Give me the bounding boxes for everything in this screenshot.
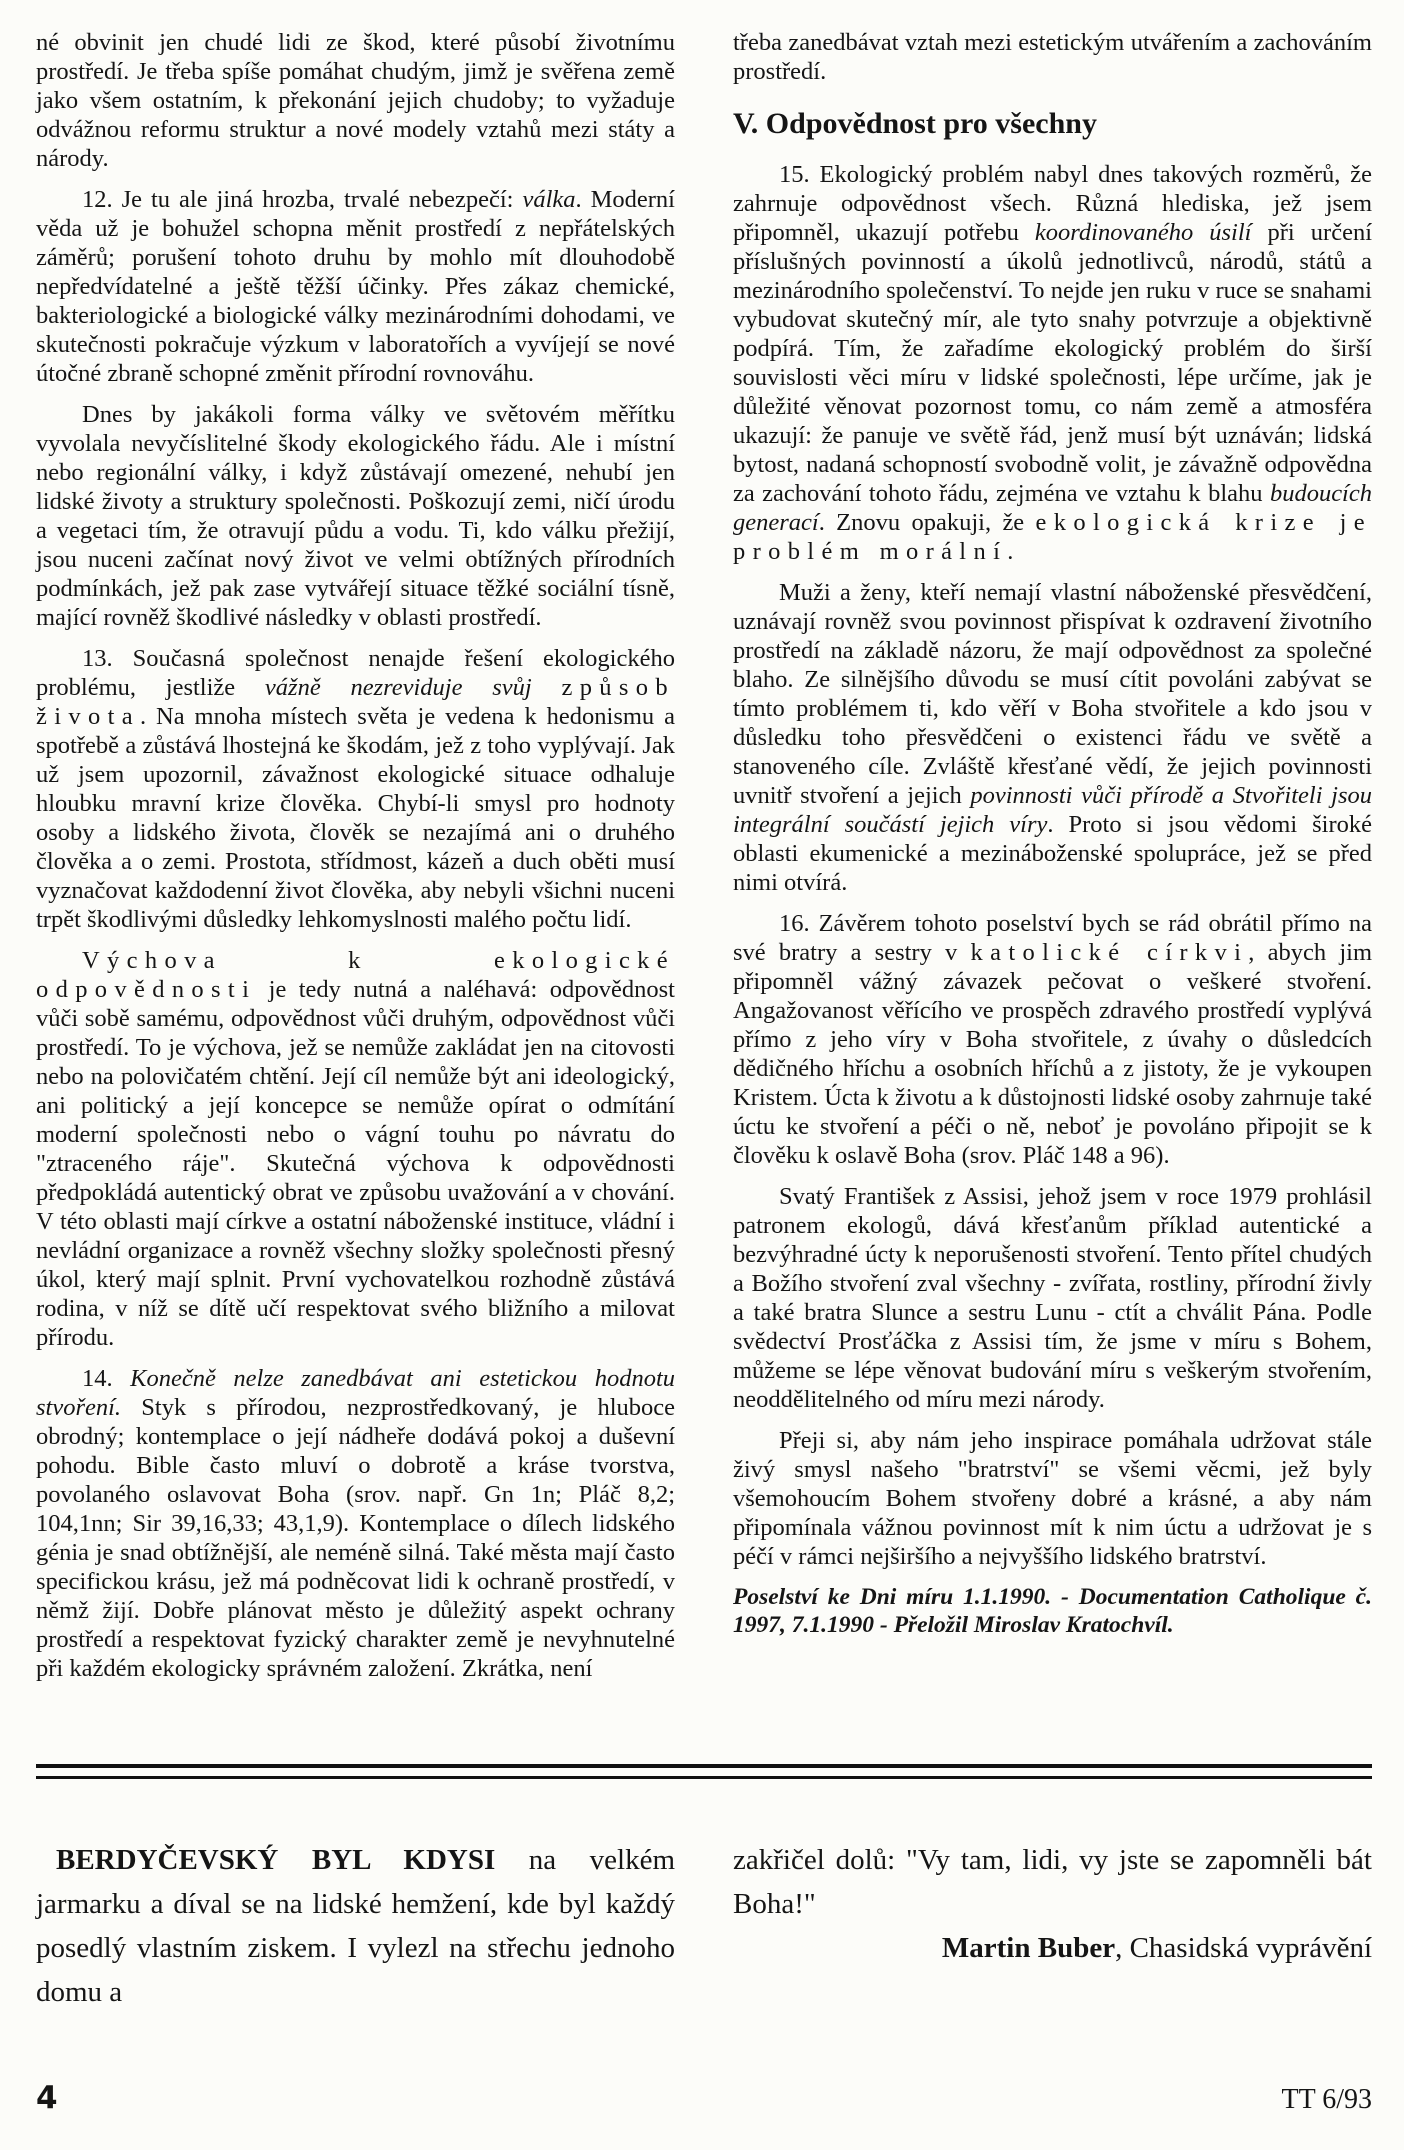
story-text-left: BERDYČEVSKÝ BYL KDYSI na velkém jarmarku a díval se na lidské hemžení, kde byl každý posedlý vlastním ziskem. I vylezl na střechu jednoho domu a bbox=[36, 1844, 675, 2008]
paragraph-16: 16. Závěrem tohoto poselství bych se rád obrátil přímo na své bratry a sestry v katolické církvi, abych jim připomněl vážný závazek pečovat o veškeré stvoření. Angažovanost věřícího ve prospěch zdravého prostředí vyplývá přímo z jeho víry v Boha stvořitele, z úvahy o důsledcích dědičného hříchu a osobních hříchů a z jistoty, že je vykoupen Kristem. Úcta k životu a k důstojnosti lidské osoby zahrnuje také úctu ke stvoření a péči o ně, neboť je povoláno připojit se k člověku k oslavě Boha (srov. Pláč 148 a 96). bbox=[733, 910, 1373, 1169]
issue-label: TT 6/93 bbox=[1281, 2084, 1372, 2115]
source-note: Poselství ke Dni míru 1.1.1990. - Documentation Catholique č. 1997, 7.1.1990 - Přeložil Miroslav Kratochvíl. bbox=[733, 1584, 1372, 1638]
paragraph-12: 12. Je tu ale jiná hrozba, trvalé nebezpečí: válka. Moderní věda už je bohužel schopna měnit prostředí z nepřátelských záměrů; porušení tohoto druhu by mohlo mít dlouhodobě nepředvídatelné a ještě těžší účinky. Přes zákaz chemické, bakteriologické a biologické války mezinárodními dohodami, ve skutečnosti pokračuje výzkum v laboratořích a vyvíjejí se nové útočné zbraně schopné změnit přírodní rovnováhu. bbox=[36, 186, 675, 387]
paragraph-14-continuation: třeba zanedbávat vztah mezi estetickým utvářením a zachováním prostředí. bbox=[733, 29, 1372, 85]
paragraph-svaty-frantisek: Svatý František z Assisi, jehož jsem v roce 1979 prohlásil patronem ekologů, dává křesťanům příklad autentické a bezvýhradné úcty k neporušenosti stvoření. Tento přítel chudých a Božího stvoření zval všechny - zvířata, rostliny, přírodní živly a také bratra Slunce a sestru Lunu - ctít a chválit Pána. Podle svědectví Prosťáčka z Assisi tím, že jsme v míru s Bohem, můžeme se lépe věnovat budování míru s veškerým stvořením, neoddělitelného od míru mezi národy. bbox=[733, 1183, 1372, 1413]
left-column bbox=[36, 28, 675, 1695]
story-right-column bbox=[733, 1838, 1372, 2014]
paragraph-12b: Dnes by jakákoli forma války ve světovém měřítku vyvolala nevyčíslitelné škody ekologického řádu. Ale i místní nebo regionální války, i když zůstávají omezené, nehubí jen lidské životy a struktury společnosti. Poškozují zemi, ničí úrodu a vegetaci tím, že otravují půdu a vodu. Ti, kdo válku přežijí, jsou nuceni začínat nový život ve velmi obtížných přírodních podmínkách, jež pak zase vytvářejí situace těžké sociální tísně, mající rovněž škodlivé následky v oblasti prostředí. bbox=[36, 401, 675, 631]
story-text-right: zakřičel dolů: "Vy tam, lidi, vy jste se zapomněli bát Boha!" bbox=[733, 1844, 1372, 1920]
right-column bbox=[733, 28, 1372, 1695]
double-rule-divider bbox=[36, 1764, 1372, 1779]
page-footer bbox=[36, 2080, 1372, 2116]
article-body bbox=[36, 28, 1372, 1695]
story-attribution: Martin Buber, Chasidská vyprávění bbox=[941, 1932, 1372, 1964]
paragraph-muzi-a-zeny: Muži a ženy, kteří nemají vlastní náboženské přesvědčení, uznávají rovněž svou povinnost přispívat k ozdravení životního prostředí na základě názoru, že mají odpovědnost za společné blaho. Ze silnějšího důvodu se musí cítit povoláni zabývat se tímto problémem ti, kdo věří v Boha stvořitele a kdo jsou v důsledku toho přesvědčeni o existenci řádu ve světě a stanoveného cíle. Zvláště křesťané vědí, že jejich povinnosti uvnitř stvoření a jejich povinnosti vůči přírodě a Stvořiteli jsou integrální součástí jejich víry. Proto si jsou vědomi široké oblasti ekumenické a mezináboženské spolupráce, jež se před nimi otvírá. bbox=[733, 579, 1372, 896]
paragraph-15: 15. Ekologický problém nabyl dnes takových rozměrů, že zahrnuje odpovědnost všech. Různá hlediska, jež jsem připomněl, ukazují potřebu koordinovaného úsilí při určení příslušných povinností a úkolů jednotlivců, národů, států a mezinárodního společenství. To nejde jen ruku v ruce se snahami vybudovat skutečný mír, ale tyto snahy potvrzuje a objektivně podpírá. Tím, že zařadíme ekologický problém do širší souvislosti věci míru v lidské společnosti, lépe určíme, jak je důležité věnovat pozornost tomu, co nám země a atmosféra ukazují: že panuje ve světě řád, jenž musí být uznáván; lidská bytost, nadaná schopností svobodně volit, je závažně odpovědna za zachování tohoto řádu, zejména ve vztahu k blahu budoucích generací. Znovu opakuji, že ekologická krize je problém morální. bbox=[733, 161, 1373, 565]
paragraph-13: 13. Současná společnost nenajde řešení ekologického problému, jestliže vážně nezreviduje svůj způsob života. Na mnoha místech světa je vedena k hedonismu a spotřebě a zůstává lhostejná ke škodám, jež z toho vyplývají. Jak už jsem upozornil, závažnost ekologické situace odhaluje hloubku mravní krize člověka. Chybí-li smysl pro hodnoty osoby a lidského života, člověk se nezajímá ani o druhého člověka a o zemi. Prostota, střídmost, kázeň a duch oběti musí vyznačovat každodenní život člověka, aby nebyli všichni nuceni trpět škodlivými důsledky lehkomyslnosti malého počtu lidí. bbox=[36, 645, 675, 933]
paragraph-preji-si: Přeji si, aby nám jeho inspirace pomáhala udržovat stále živý smysl našeho "bratrství" se všemi věcmi, jež byly všemohoucím Bohem stvořeny dobré a krásné, a aby nám připomínala vážnou povinnost mít k nim úctu a udržovat je s péčí v rámci nejširšího a nejvyššího lidského bratrství. bbox=[733, 1427, 1372, 1570]
section-heading: V. Odpovědnost pro všechny bbox=[733, 107, 1097, 140]
paragraph-14: 14. Konečně nelze zanedbávat ani estetickou hodnotu stvoření. Styk s přírodou, nezprostředkovaný, je hluboce obrodný; kontemplace o její nádheře dodává pokoj a duševní pohodu. Bible často mluví o dobrotě a kráse tvorstva, povolaného oslavovat Boha (srov. např. Gn 1n; Pláč 8,2; 104,1nn; Sir 39,16,33; 43,1,9). Kontemplace o dílech lidského génia je snad obtížnější, ale neméně silná. Také města mají často specifickou krásu, jež má podněcovat lidi k ochraně prostředí, v němž žijí. Dobře plánovat město je důležitý aspekt ochrany prostředí a respektovat fyzický charakter země je nevyhnutelné při každém ekologicky správném založení. Zkrátka, není bbox=[36, 1365, 675, 1682]
paragraph-11-continuation: né obvinit jen chudé lidi ze škod, které působí životnímu prostředí. Je třeba spíše pomáhat chudým, jimž je svěřena země jako všem ostatním, k překonání jejich chudoby; to vyžaduje odvážnou reformu struktur a nové modely vztahů mezi státy a národy. bbox=[36, 29, 675, 172]
paragraph-vychova: Výchova k ekologické odpovědnosti je tedy nutná a naléhavá: odpovědnost vůči sobě samému, odpovědnost vůči druhým, odpovědnost vůči prostředí. To je výchova, jež se nemůže zakládat jen na citovosti nebo na polovičatém chtění. Její cíl nemůže být ani ideologický, ani politický a její koncepce se nemůže opírat o odmítání moderní společnosti nebo o vágní touhu po návratu do "ztraceného ráje". Skutečná výchova k odpovědnosti předpokládá autentický obrat ve způsobu uvažování a v chování. V této oblasti mají církve a ostatní náboženské instituce, vládní i nevládní organizace a rovněž všechny složky společnosti přesný úkol, který mají splnit. První vychovatelkou rozhodně zůstává rodina, v níž se dítě učí respektovat svého bližního a milovat přírodu. bbox=[36, 947, 675, 1351]
page-number: 4 bbox=[36, 2080, 58, 2116]
bottom-story bbox=[36, 1838, 1372, 2014]
story-left-column bbox=[36, 1838, 675, 2014]
